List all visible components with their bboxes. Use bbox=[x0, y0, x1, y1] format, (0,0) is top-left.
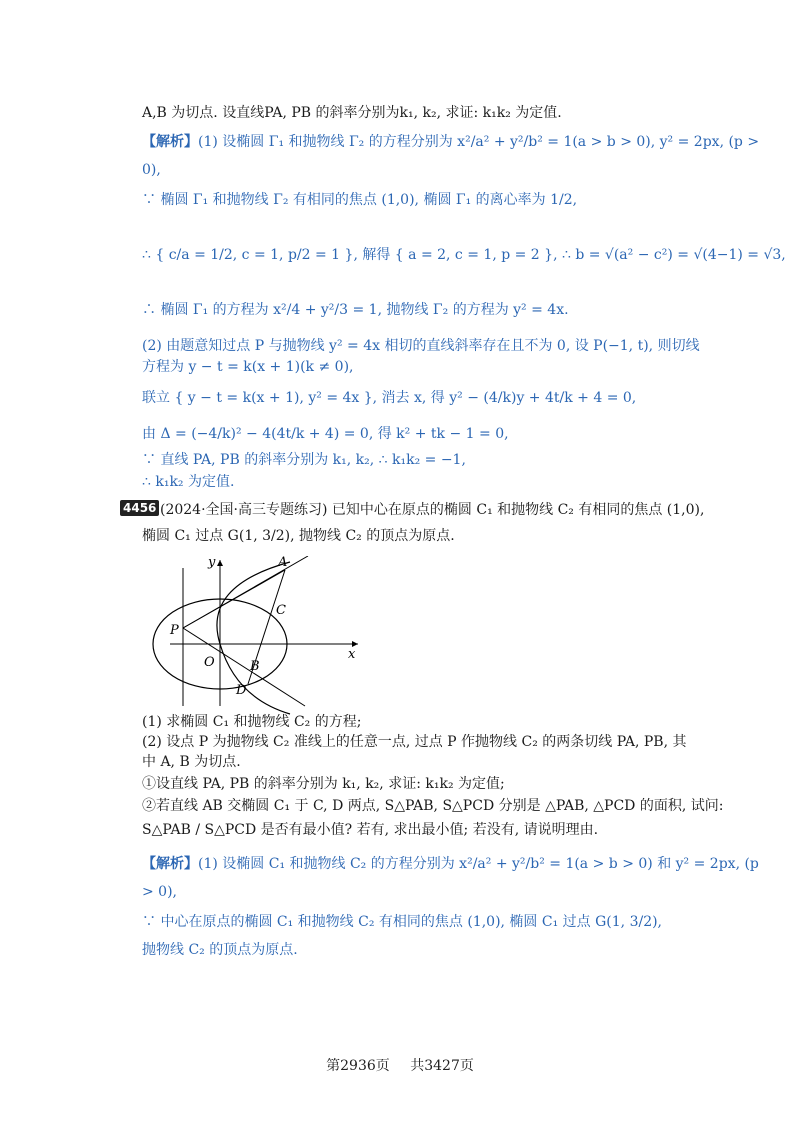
line-12: ∴ k₁k₂ 为定值. bbox=[142, 474, 235, 490]
problem-line-1: (2024·全国·高三专题练习) 已知中心在原点的椭圆 C₁ 和抛物线 C₂ 有相同的焦点 (1,0), bbox=[160, 502, 705, 518]
line-22: > 0), bbox=[142, 884, 177, 900]
line-10: 由 Δ = (−4/k)² − 4(4t/k + 4) = 0, 得 k² + tk − 1 = 0, bbox=[142, 426, 509, 442]
solution-2-line-1: 【解析】(1) 设椭圆 C₁ 和抛物线 C₂ 的方程分别为 x²/a² + y²/b² = 1(a > b > 0) 和 y² = 2px, (p bbox=[142, 856, 759, 872]
line-24: 抛物线 C₂ 的顶点为原点. bbox=[142, 942, 298, 958]
line-17: 中 A, B 为切点. bbox=[142, 754, 241, 770]
solution-tag-2: 【解析】 bbox=[142, 856, 198, 872]
label-c: C bbox=[276, 603, 286, 618]
problem-number-badge: 4456 bbox=[120, 500, 159, 516]
line-05: ∴ { c/a = 1/2, c = 1, p/2 = 1 }, 解得 { a = 2, c = 1, p = 2 }, ∴ b = √(a² − c²) = √(4−1) = √3, bbox=[142, 247, 786, 263]
label-p: P bbox=[170, 623, 179, 638]
problem-line-2: 椭圆 C₁ 过点 G(1, 3/2), 抛物线 C₂ 的顶点为原点. bbox=[142, 528, 455, 544]
solution-tag: 【解析】 bbox=[142, 134, 198, 150]
line-03: 0), bbox=[142, 162, 161, 178]
line-07: (2) 由题意知过点 P 与抛物线 y² = 4x 相切的直线斜率存在且不为 0, 设 P(−1, t), 则切线 bbox=[142, 338, 700, 354]
label-o: O bbox=[204, 655, 215, 670]
parabola-c2 bbox=[217, 562, 290, 714]
line-23: ∵ 中心在原点的椭圆 C₁ 和抛物线 C₂ 有相同的焦点 (1,0), 椭圆 C₁ 过点 G(1, 3/2), bbox=[142, 914, 663, 930]
line-20: S△PAB / S△PCD 是否有最小值? 若有, 求出最小值; 若没有, 请说明理由. bbox=[142, 822, 599, 838]
line-15: (1) 求椭圆 C₁ 和抛物线 C₂ 的方程; bbox=[142, 714, 362, 730]
geometry-figure bbox=[140, 556, 370, 716]
label-b: B bbox=[250, 659, 260, 674]
line-11: ∵ 直线 PA, PB 的斜率分别为 k₁, k₂, ∴ k₁k₂ = −1, bbox=[142, 452, 466, 468]
page-number: 第2936页 bbox=[326, 1058, 390, 1074]
line-08: 方程为 y − t = k(x + 1)(k ≠ 0), bbox=[142, 359, 354, 375]
segment-pa bbox=[183, 570, 285, 628]
line-19: ②若直线 AB 交椭圆 C₁ 于 C, D 两点, S△PAB, S△PCD 分别是 △PAB, △PCD 的面积, 试问: bbox=[142, 798, 724, 814]
line-09: 联立 { y − t = k(x + 1), y² = 4x }, 消去 x, 得 y² − (4/k)y + 4t/k + 4 = 0, bbox=[142, 390, 637, 406]
label-a: A bbox=[278, 556, 288, 570]
line-16: (2) 设点 P 为抛物线 C₂ 准线上的任意一点, 过点 P 作抛物线 C₂ 的两条切线 PA, PB, 其 bbox=[142, 734, 687, 750]
line-06: ∴ 椭圆 Γ₁ 的方程为 x²/4 + y²/3 = 1, 抛物线 Γ₂ 的方程为 y² = 4x. bbox=[142, 302, 569, 318]
label-d: D bbox=[236, 683, 247, 698]
page-footer bbox=[0, 1055, 800, 1075]
line-18: ①设直线 PA, PB 的斜率分别为 k₁, k₂, 求证: k₁k₂ 为定值; bbox=[142, 776, 505, 792]
label-x: x bbox=[348, 647, 356, 662]
line-01: A,B 为切点. 设直线PA, PB 的斜率分别为k₁, k₂, 求证: k₁k₂ 为定值. bbox=[142, 105, 562, 121]
page-total: 共3427页 bbox=[410, 1058, 474, 1074]
solution-1-line-1: 【解析】(1) 设椭圆 Γ₁ 和抛物线 Γ₂ 的方程分别为 x²/a² + y²/b² = 1(a > b > 0), y² = 2px, (p > bbox=[142, 134, 760, 150]
line-04: ∵ 椭圆 Γ₁ 和抛物线 Γ₂ 有相同的焦点 (1,0), 椭圆 Γ₁ 的离心率为 1/2, bbox=[142, 192, 578, 208]
label-y: y bbox=[208, 556, 216, 570]
